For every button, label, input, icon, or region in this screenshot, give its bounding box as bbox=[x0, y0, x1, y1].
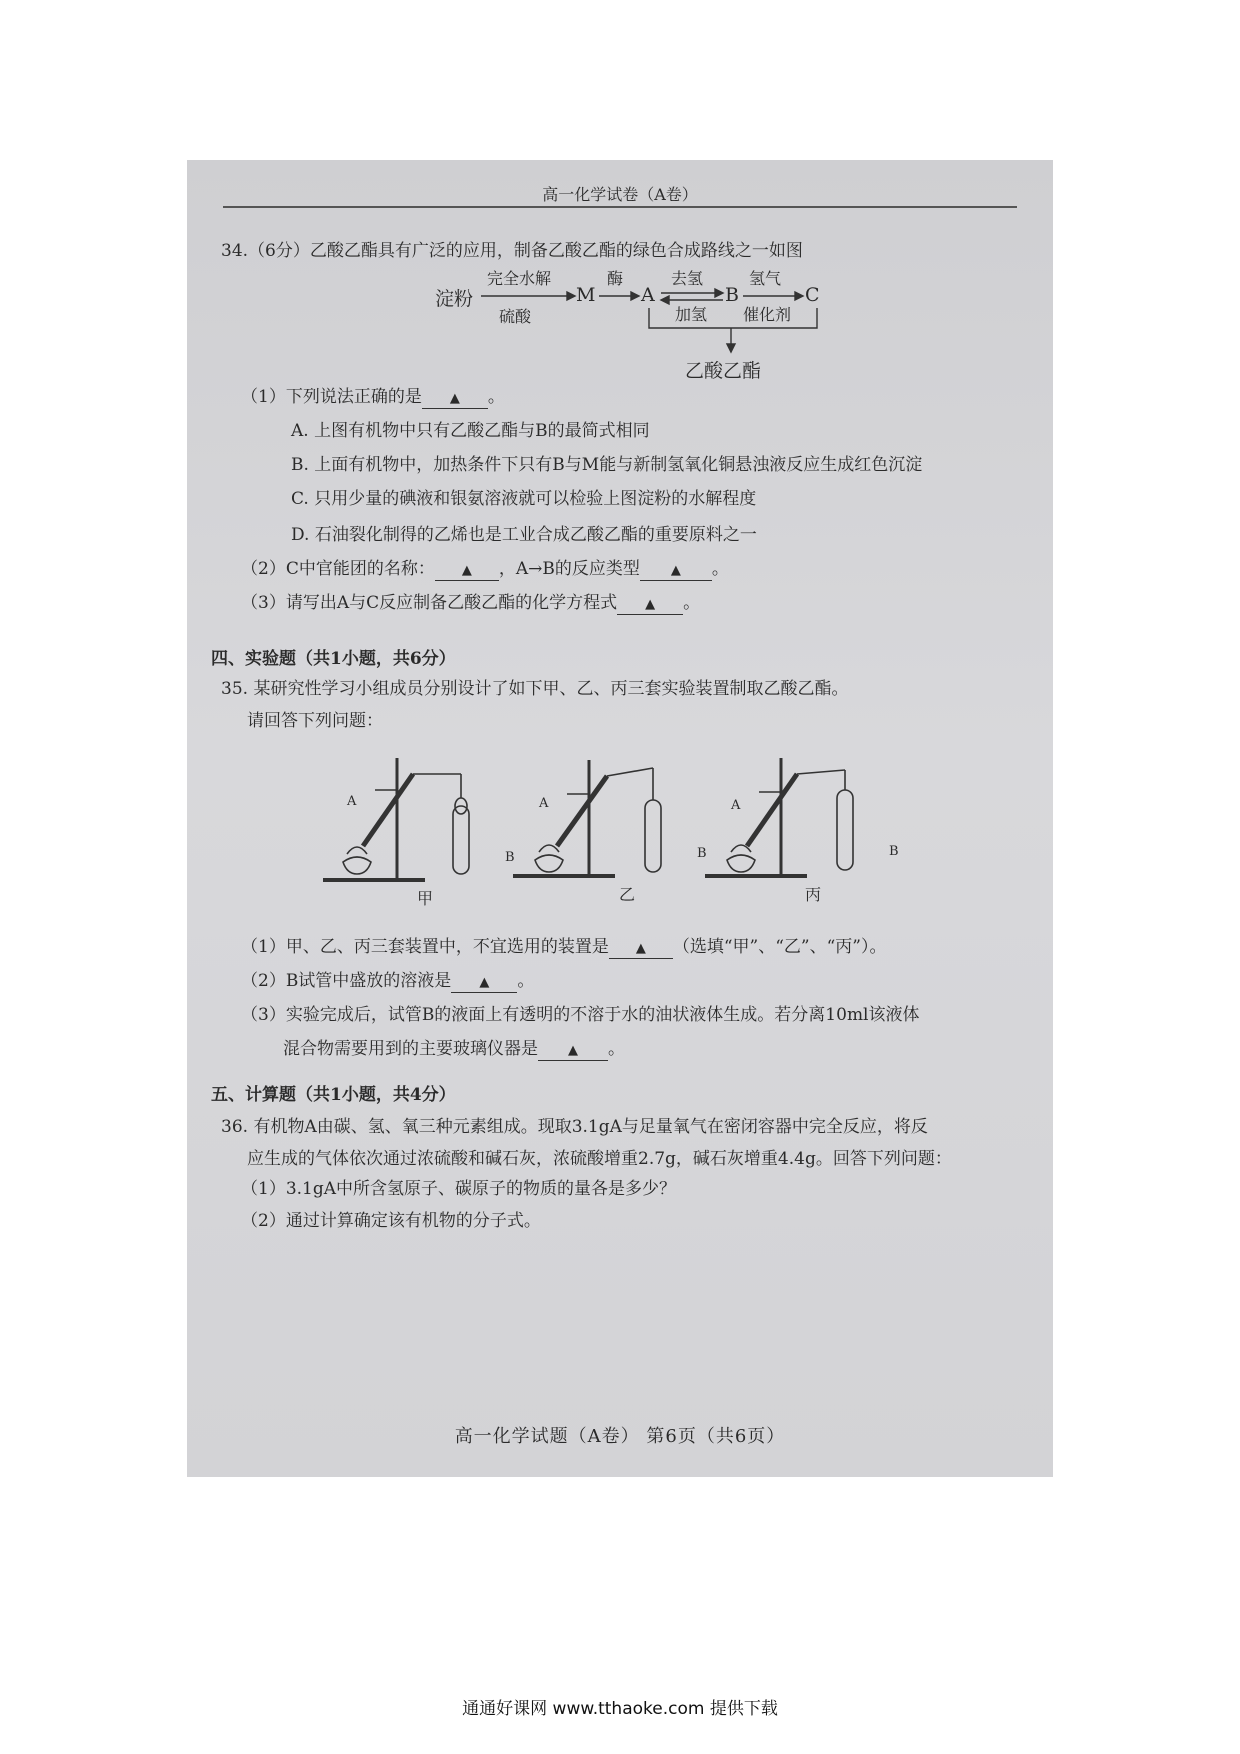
route-arrow2-top: 酶 bbox=[607, 269, 624, 288]
route-arrow1-bottom: 硫酸 bbox=[499, 307, 532, 326]
route-product: 乙酸乙酯 bbox=[685, 360, 762, 382]
route-a: A bbox=[641, 284, 655, 306]
apparatus-drawing bbox=[317, 750, 937, 950]
page-header: 高一化学试卷（A卷） bbox=[542, 185, 698, 204]
q35-instruction: 请回答下列问题： bbox=[247, 711, 383, 731]
q34-part1: （1）下列说法正确的是 ▲ 。 bbox=[241, 387, 505, 407]
q35-part3-line1: （3）实验完成后，试管B的液面上有透明的不溶于水的油状液体生成。若分离10ml该液体 bbox=[241, 1005, 920, 1025]
q36-line1: 36. 有机物A由碳、氢、氧三种元素组成。现取3.1gA与足量氧气在密闭容器中完全反应，将反 bbox=[221, 1117, 928, 1137]
answer-blank: ▲ bbox=[422, 390, 488, 409]
q34-stem: 34.（6分）乙酸乙酯具有广泛的应用，制备乙酸乙酯的绿色合成路线之一如图 bbox=[221, 241, 803, 261]
q35-stem: 35. 某研究性学习小组成员分别设计了如下甲、乙、丙三套实验装置制取乙酸乙酯。 bbox=[221, 679, 849, 699]
q34-option-b: B. 上面有机物中，加热条件下只有B与M能与新制氢氧化铜悬浊液反应生成红色沉淀 bbox=[291, 455, 923, 475]
route-arrow3-top: 去氢 bbox=[671, 269, 704, 288]
bracket bbox=[649, 308, 817, 328]
answer-blank: ▲ bbox=[609, 940, 673, 959]
q36-part1: （1）3.1gA中所含氢原子、碳原子的物质的量各是多少？ bbox=[241, 1179, 677, 1199]
answer-blank: ▲ bbox=[640, 562, 712, 581]
label-jia: 甲 bbox=[417, 889, 434, 908]
route-arrow1-top: 完全水解 bbox=[487, 269, 552, 288]
apparatus-yi bbox=[513, 760, 661, 876]
route-arrows bbox=[187, 160, 1053, 400]
route-label-cuihuaji: 催化剂 bbox=[743, 305, 792, 324]
q35-part3-line2: 混合物需要用到的主要玻璃仪器是 ▲ 。 bbox=[283, 1039, 625, 1059]
answer-blank: ▲ bbox=[435, 562, 499, 581]
route-c: C bbox=[805, 284, 820, 306]
label-b-bing: B bbox=[889, 844, 899, 859]
page-footer: 高一化学试题（A卷） 第6页（共6页） bbox=[454, 1426, 786, 1447]
label-a-bing: A bbox=[731, 798, 741, 813]
route-arrow4-top: 氢气 bbox=[749, 269, 782, 288]
q34-part2: （2）C中官能团的名称： ▲ ，A→B的反应类型 ▲ 。 bbox=[241, 559, 729, 579]
apparatus-jia bbox=[323, 758, 469, 880]
section4-title: 四、实验题（共1小题，共6分） bbox=[211, 649, 456, 669]
section5-title: 五、计算题（共1小题，共4分） bbox=[211, 1085, 456, 1105]
q34-part3: （3）请写出A与C反应制备乙酸乙酯的化学方程式 ▲ 。 bbox=[241, 593, 701, 613]
q34-option-d: D. 石油裂化制得的乙烯也是工业合成乙酸乙酯的重要原料之一 bbox=[291, 525, 757, 545]
route-label-jiaqing: 加氢 bbox=[675, 305, 708, 324]
label-bing: 丙 bbox=[805, 885, 822, 904]
label-a-yi: A bbox=[539, 796, 549, 811]
apparatus-bing bbox=[705, 758, 853, 876]
route-start: 淀粉 bbox=[435, 288, 474, 310]
q36-part2: （2）通过计算确定该有机物的分子式。 bbox=[241, 1211, 541, 1231]
label-a-jia: A bbox=[347, 794, 357, 809]
q34-option-c: C. 只用少量的碘液和银氨溶液就可以检验上图淀粉的水解程度 bbox=[291, 489, 757, 509]
label-b-yi: B bbox=[697, 846, 707, 861]
exam-page-photo bbox=[187, 160, 1053, 1477]
route-m: M bbox=[576, 284, 596, 306]
q35-part1: （1）甲、乙、丙三套装置中，不宜选用的装置是 ▲ （选填“甲”、“乙”、“丙”）。 bbox=[241, 937, 887, 957]
q35-part2: （2）B试管中盛放的溶液是 ▲ 。 bbox=[241, 971, 535, 991]
answer-blank: ▲ bbox=[538, 1042, 608, 1061]
route-b: B bbox=[725, 284, 739, 306]
answer-blank: ▲ bbox=[451, 974, 517, 993]
label-yi: 乙 bbox=[619, 885, 636, 904]
q36-line2: 应生成的气体依次通过浓硫酸和碱石灰，浓硫酸增重2.7g，碱石灰增重4.4g。回答下列问题： bbox=[247, 1149, 952, 1169]
label-b-jia: B bbox=[505, 850, 515, 865]
q34-option-a: A. 上图有机物中只有乙酸乙酯与B的最简式相同 bbox=[291, 421, 650, 441]
answer-blank: ▲ bbox=[617, 596, 683, 615]
download-credit: 通通好课网 www.tthaoke.com 提供下载 bbox=[462, 1699, 778, 1719]
